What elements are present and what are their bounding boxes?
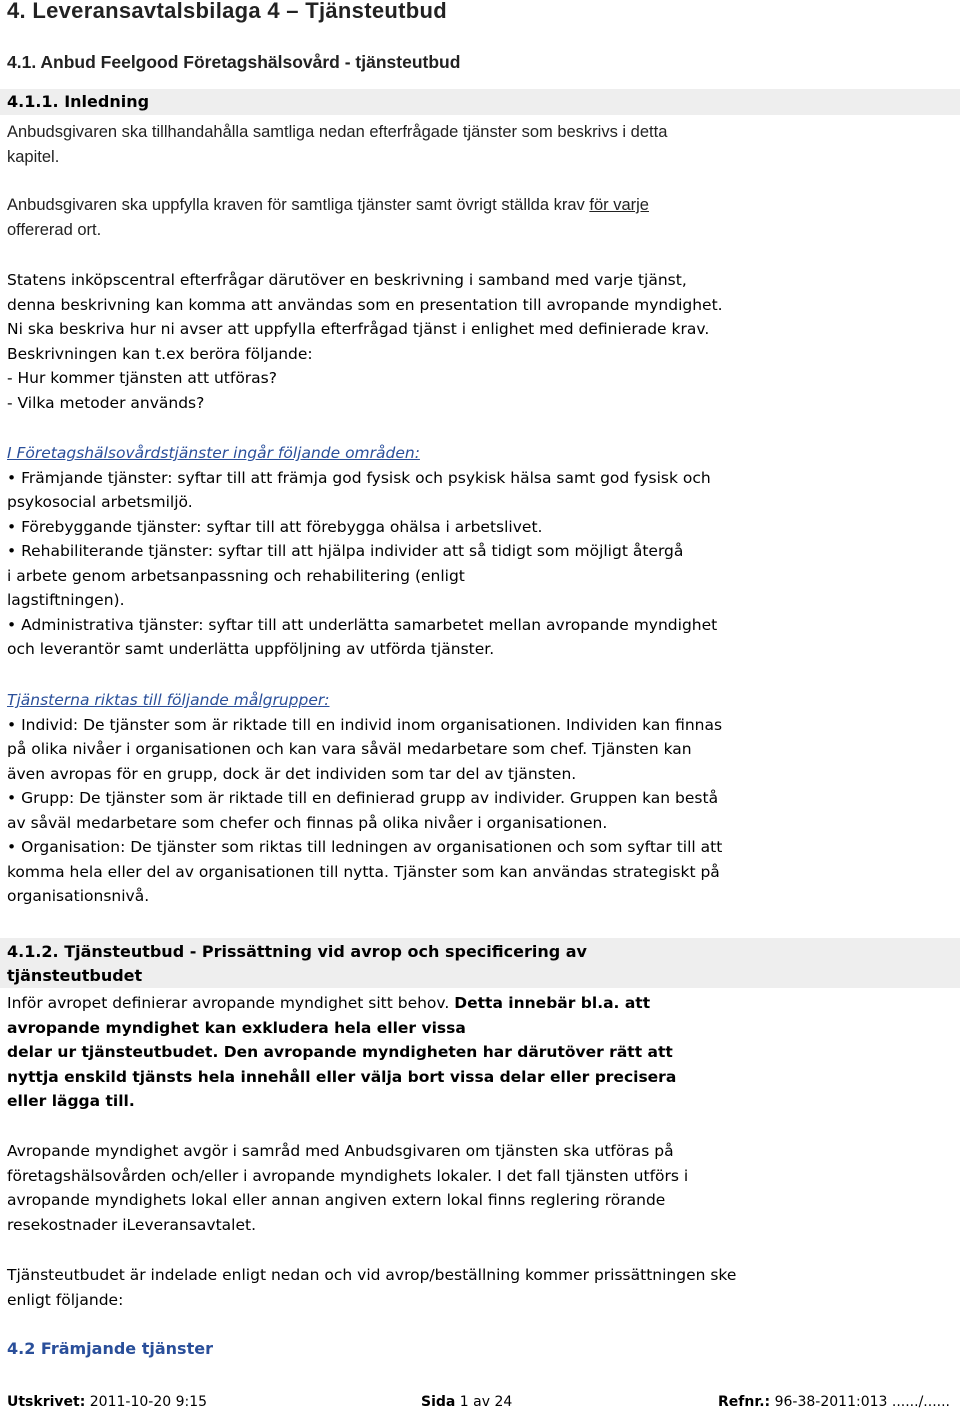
text-line: Avropande myndighet avgör i samråd med Anbudsgivaren om tjänsten ska utföras på (7, 1142, 674, 1160)
list-item: lagstiftningen). (7, 591, 125, 609)
heading-line: tjänsteutbudet (7, 966, 143, 985)
footer-page-label: Sida (421, 1394, 456, 1410)
text-line: nyttja enskild tjänsts hela innehåll eller välja bort vissa delar eller precisera (7, 1067, 677, 1086)
list-item: och leverantör samt underlätta uppföljning av utförda tjänster. (7, 640, 495, 658)
footer-ref-label: Refnr.: (718, 1394, 771, 1410)
text-line: Tjänsteutbudet är indelade enligt nedan och vid avrop/beställning kommer prissättningen ske (7, 1266, 737, 1284)
list-item: i arbete genom arbetsanpassning och rehabilitering (enligt (7, 566, 465, 585)
text-line: enligt följande: (7, 1290, 124, 1309)
text-line: avropande myndighet kan exkludera hela eller vissa (7, 1018, 466, 1037)
list-item: • Förebyggande tjänster: syftar till att förebygga ohälsa i arbetslivet. (7, 517, 543, 536)
text-line: kapitel. (7, 148, 60, 166)
underlined-text: för varje (589, 196, 649, 214)
text-segment: delar ur tjänsteutbudet. (7, 1043, 224, 1061)
intro-paragraph-3 (7, 268, 723, 415)
list-item: • Främjande tjänster: syftar till att främja god fysisk och psykisk hälsa samt god fysisk och (7, 468, 711, 487)
areas-block (7, 441, 717, 662)
text-line: Anbudsgivaren ska tillhandahålla samtliga nedan efterfrågade tjänster som beskrivs i detta (7, 123, 668, 141)
text-line: företagshälsovården och/eller i avropande myndighets lokaler. I det fall tjänsten utförs i (7, 1166, 689, 1185)
text-line (7, 991, 676, 1016)
text-segment: Den avropande myndigheten har därutöver rätt att (223, 1043, 673, 1061)
section412-paragraph-3 (7, 1263, 736, 1312)
text-line: - Vilka metoder används? (7, 393, 205, 412)
intro-paragraph-1 (7, 120, 667, 170)
footer-ref (718, 1394, 950, 1410)
text-segment: Inför avropet definierar avropande myndighet sitt behov. (7, 994, 455, 1012)
footer-printed-label: Utskrivet: (7, 1394, 86, 1410)
text-line: eller lägga till. (7, 1092, 135, 1110)
section-subtitle: 4.1. Anbud Feelgood Företagshälsovård - tjänsteutbud (7, 52, 461, 72)
list-item: på olika nivåer i organisationen och kan vara såväl medarbetare som chef. Tjänsten kan (7, 740, 692, 758)
list-item: av såväl medarbetare som chefer och finnas på olika nivåer i organisationen. (7, 813, 608, 832)
list-item: • Individ: De tjänster som är riktade till en individ inom organisationen. Individen kan finnas (7, 715, 723, 734)
footer-printed-value: 2011-10-20 9:15 (85, 1394, 208, 1410)
list-item: • Organisation: De tjänster som riktas till ledningen av organisationen och som syftar till att (7, 838, 723, 856)
bold-text: Detta innebär bl.a. att (454, 994, 651, 1012)
text-line (7, 1040, 676, 1065)
groups-block (7, 688, 722, 909)
text-line: avropande myndighets lokal eller annan angiven extern lokal finns reglering rörande (7, 1191, 666, 1209)
footer-printed (7, 1394, 207, 1410)
list-item: även avropas för en grupp, dock är det individen som tar del av tjänsten. (7, 764, 577, 783)
list-item: psykosocial arbetsmiljö. (7, 493, 193, 511)
footer-page (421, 1394, 512, 1410)
text-line: - Hur kommer tjänsten att utföras? (7, 369, 277, 387)
text-line: resekostnader iLeveransavtalet. (7, 1215, 257, 1234)
text-line: offererad ort. (7, 221, 102, 239)
groups-heading: Tjänsterna riktas till följande målgrupper: (7, 691, 330, 709)
list-item: • Administrativa tjänster: syftar till att underlätta samarbetet mellan avropande myndighet (7, 615, 718, 634)
page-title: 4. Leveransavtalsbilaga 4 – Tjänsteutbud (7, 0, 447, 23)
list-item: komma hela eller del av organisationen till nytta. Tjänster som kan användas strategiskt på (7, 862, 720, 881)
footer-ref-value: 96-38-2011:013 ....../...... (770, 1394, 950, 1410)
heading-inledning: 4.1.1. Inledning (7, 92, 150, 111)
section412-paragraph-1 (7, 991, 676, 1114)
text-line: Beskrivningen kan t.ex beröra följande: (7, 344, 313, 363)
text-line (7, 193, 649, 218)
footer-page-value: 1 av 24 (455, 1394, 513, 1410)
list-item: • Grupp: De tjänster som är riktade till en definierad grupp av individer. Gruppen kan bestå (7, 789, 719, 807)
heading-tjansteutbud (7, 940, 587, 988)
text-line: Statens inköpscentral efterfrågar därutöver en beskrivning i samband med varje tjänst, (7, 271, 687, 289)
next-section-heading: 4.2 Främjande tjänster (7, 1339, 213, 1358)
text-segment: Anbudsgivaren ska uppfylla kraven för samtliga tjänster samt övrigt ställda krav (7, 196, 590, 214)
heading-line: 4.1.2. Tjänsteutbud - Prissättning vid avrop och specificering av (7, 942, 587, 961)
intro-paragraph-2 (7, 193, 649, 243)
areas-heading: I Företagshälsovårdstjänster ingår följande områden: (7, 444, 420, 462)
list-item: • Rehabiliterande tjänster: syftar till att hjälpa individer att så tidigt som möjligt återgå (7, 542, 684, 560)
section412-paragraph-2 (7, 1139, 688, 1237)
list-item: organisationsnivå. (7, 887, 150, 905)
text-line: Ni ska beskriva hur ni avser att uppfylla efterfrågad tjänst i enlighet med definierade krav. (7, 320, 710, 338)
text-line: denna beskrivning kan komma att användas som en presentation till avropande myndighet. (7, 295, 723, 314)
